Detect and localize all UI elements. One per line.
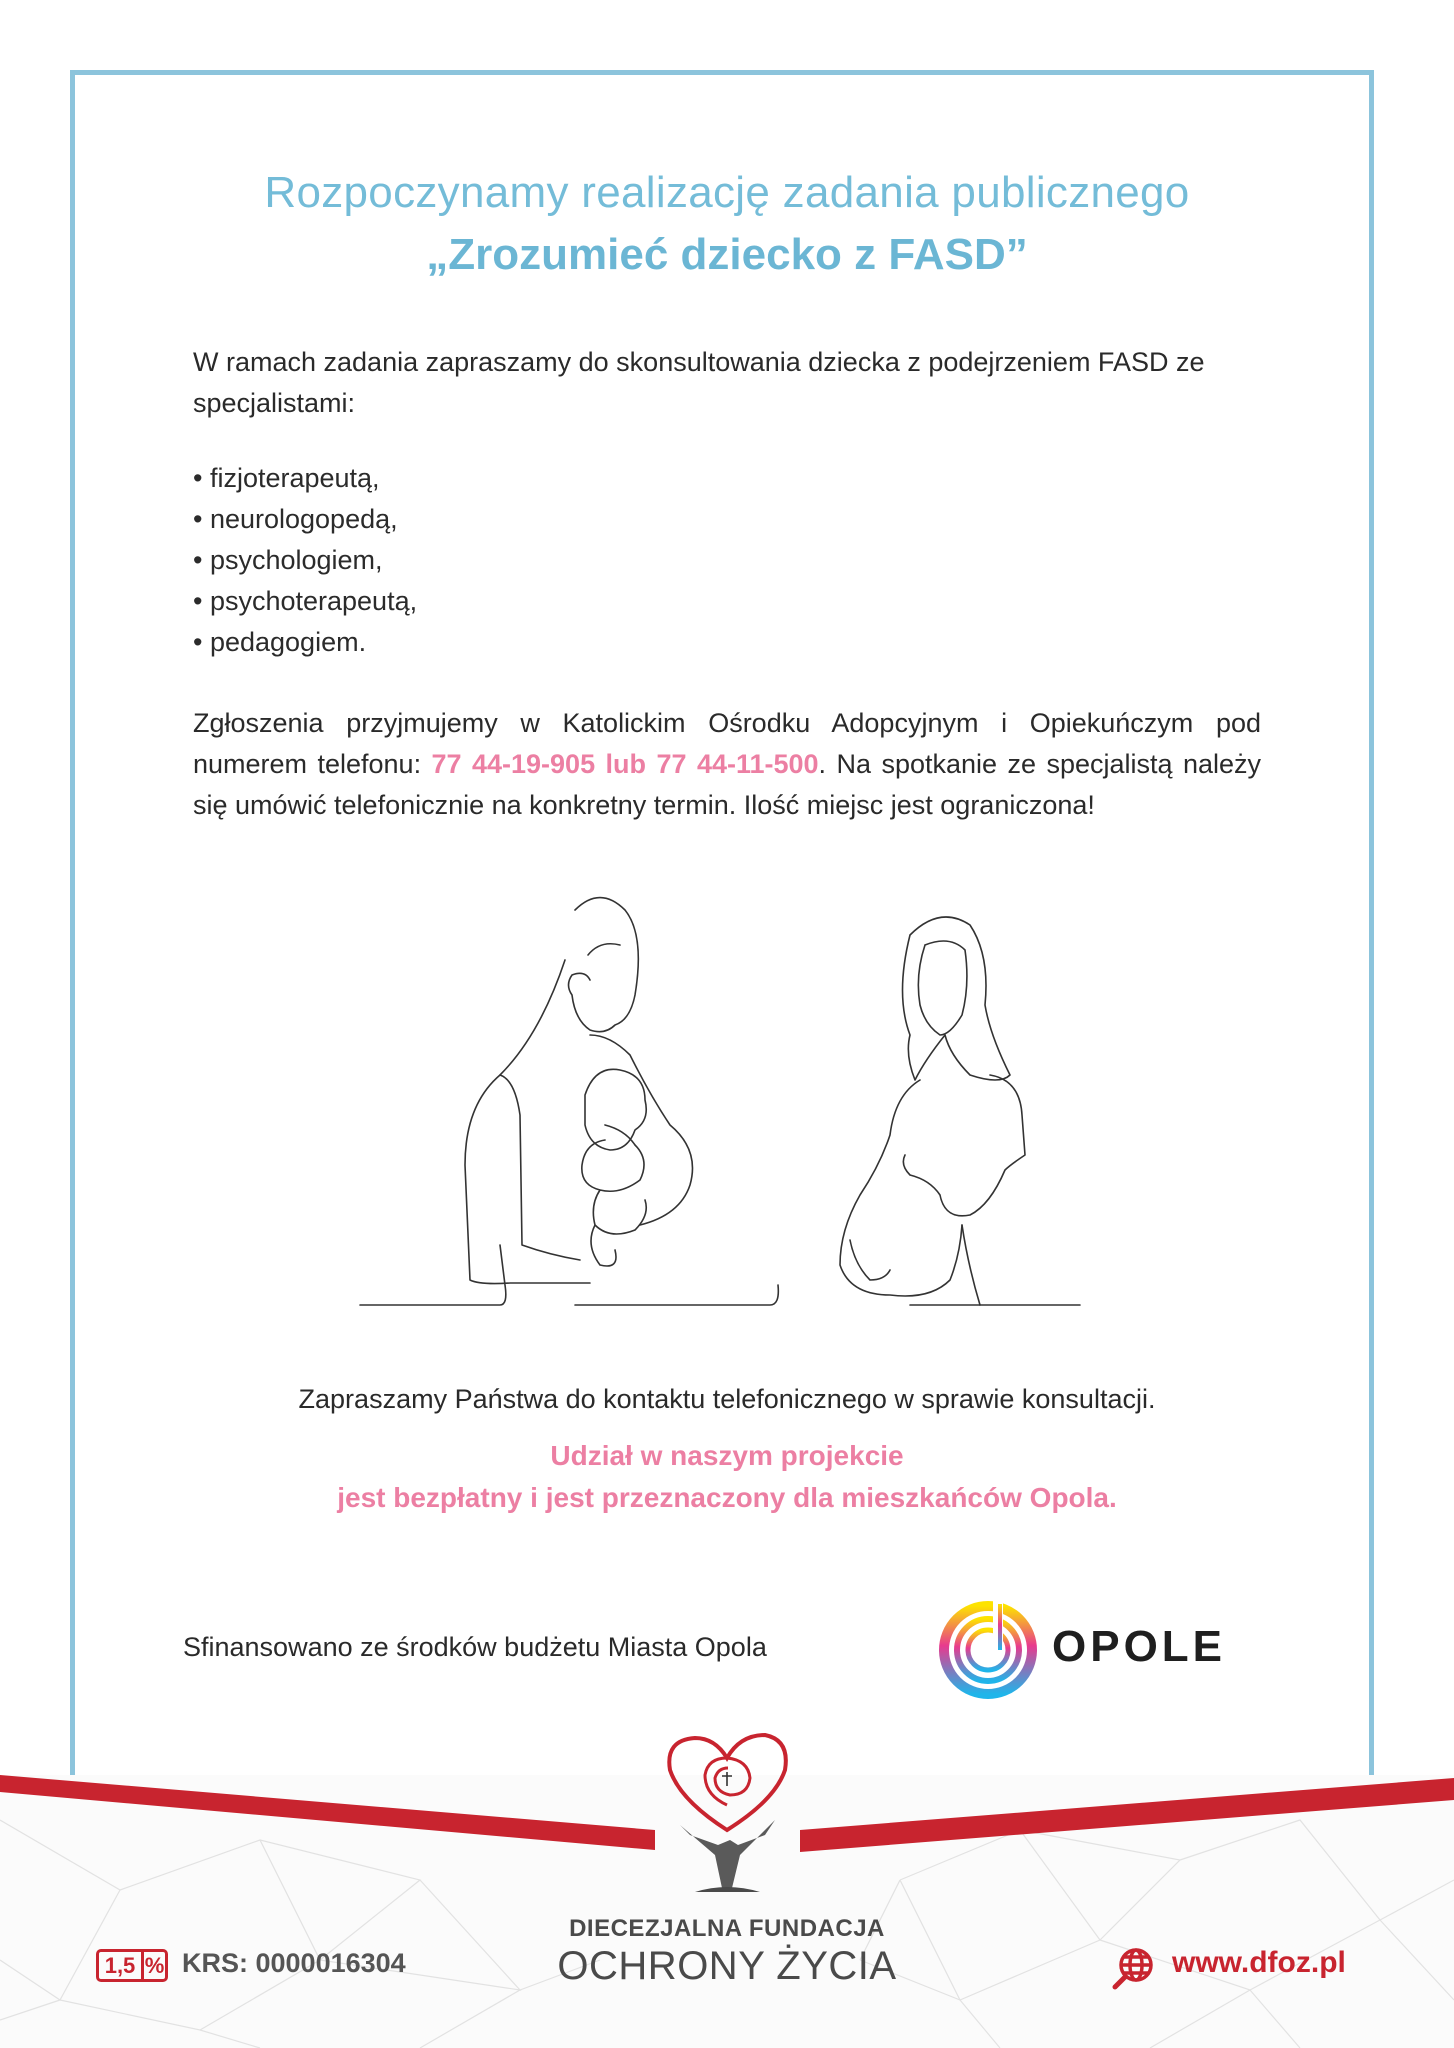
phone-numbers[interactable]: 77 44-19-905 lub 77 44-11-500 [431,749,819,779]
globe-search-icon [1110,1945,1156,1991]
list-item: • pedagogiem. [193,627,367,657]
foundation-heart-hands-logo [660,1730,795,1905]
funding-text: Sfinansowano ze środków budżetu Miasta Opola [183,1632,767,1662]
contact-text-after: . Na spotkanie ze specjalistą należy się umówić telefonicznie na konkretny termin. Ilość miejsc jest ograniczona! [193,749,1261,820]
contact-text-before: Zgłoszenia przyjmujemy w Katolickim Ośrodku Adopcyjnym i Opiekuńczym pod numerem telefonu: [193,708,1261,779]
krs-number: KRS: 0000016304 [182,1948,406,1978]
list-item: • fizjoterapeutą, [193,463,380,493]
badge-percent-value: 1,5 [99,1952,144,1979]
family-line-art-icon [350,885,1110,1330]
website-link[interactable]: www.dfoz.pl [1172,1946,1346,1979]
specialists-list [193,458,417,663]
opole-logo-icon [938,1600,1038,1700]
intro-paragraph: W ramach zadania zapraszamy do skonsultowania dziecka z podejrzeniem FASD ze specjalistami: [193,347,1205,418]
badge-percent-sign: % [144,1953,165,1978]
woman-body [840,1075,1025,1296]
title-line-1: Rozpoczynamy realizację zadania publicznego [264,168,1190,217]
man-body [465,960,693,1284]
list-item: • psychoterapeutą, [193,586,418,616]
baby [582,1069,646,1266]
foundation-name-line-1: DIECEZJALNA FUNDACJA [569,1915,885,1942]
free-info-line-2: jest bezpłatny i jest przeznaczony dla mieszkańców Opola. [337,1482,1117,1513]
contact-paragraph [193,703,1261,826]
man-head [569,898,639,1032]
invite-text: Zapraszamy Państwa do kontaktu telefonicznego w sprawie konsultacji. [298,1384,1156,1414]
list-item: • neurologopedą, [193,504,398,534]
opole-logo-text: OPOLE [1052,1622,1227,1671]
foundation-name-line-2: OCHRONY ŻYCIA [557,1944,897,1988]
free-info-line-1: Udział w naszym projekcie [550,1440,904,1471]
title-line-2: „Zrozumieć dziecko z FASD” [426,230,1028,279]
list-item: • psychologiem, [193,545,383,575]
